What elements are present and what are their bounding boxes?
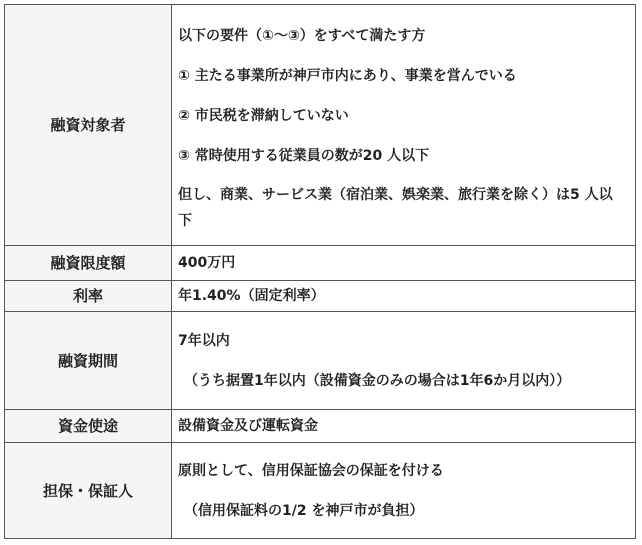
eligibility-requirement-1: ① 主たる事業所が神戸市内にあり、事業を営んでいる (178, 68, 517, 84)
collateral-note: （信用保証料の1/2 を神戸市が負担） (184, 502, 424, 519)
table-row (5, 443, 636, 539)
table-row (5, 312, 636, 410)
table-row (5, 281, 636, 312)
row-label-interest-rate: 利率 (5, 281, 172, 312)
eligibility-requirement-2: ② 市民税を滞納していない (178, 108, 349, 124)
limit-value: 400万円 (178, 255, 236, 271)
loan-info-table (4, 4, 636, 539)
row-content-fund-usage (172, 410, 636, 443)
row-content-eligibility (172, 5, 636, 246)
table-row (5, 410, 636, 443)
period-value: 7年以内 (178, 332, 230, 349)
row-label-eligibility: 融資対象者 (5, 5, 172, 246)
row-label-collateral: 担保・保証人 (5, 443, 172, 539)
eligibility-intro: 以下の要件（①～③）をすべて満たす方 (178, 28, 426, 44)
row-label-period: 融資期間 (5, 312, 172, 410)
period-note: （うち据置1年以内（設備資金のみの場合は1年6か月以内）） (184, 372, 571, 389)
collateral-value: 原則として、信用保証協会の保証を付ける (178, 462, 444, 479)
row-label-limit: 融資限度額 (5, 246, 172, 281)
row-content-limit (172, 246, 636, 281)
fund-usage-value: 設備資金及び運転資金 (178, 418, 318, 434)
table-row (5, 246, 636, 281)
table-row (5, 5, 636, 246)
interest-rate-value: 年1.40%（固定利率） (178, 288, 325, 304)
eligibility-requirement-3: ③ 常時使用する従業員の数が20 人以下 (178, 148, 430, 164)
row-content-collateral (172, 443, 636, 539)
row-content-period (172, 312, 636, 410)
row-content-interest-rate (172, 281, 636, 312)
row-label-fund-usage: 資金使途 (5, 410, 172, 443)
eligibility-note: 但し、商業、サービス業（宿泊業、娯楽業、旅行業を除く）は5 人以下 (178, 187, 613, 229)
